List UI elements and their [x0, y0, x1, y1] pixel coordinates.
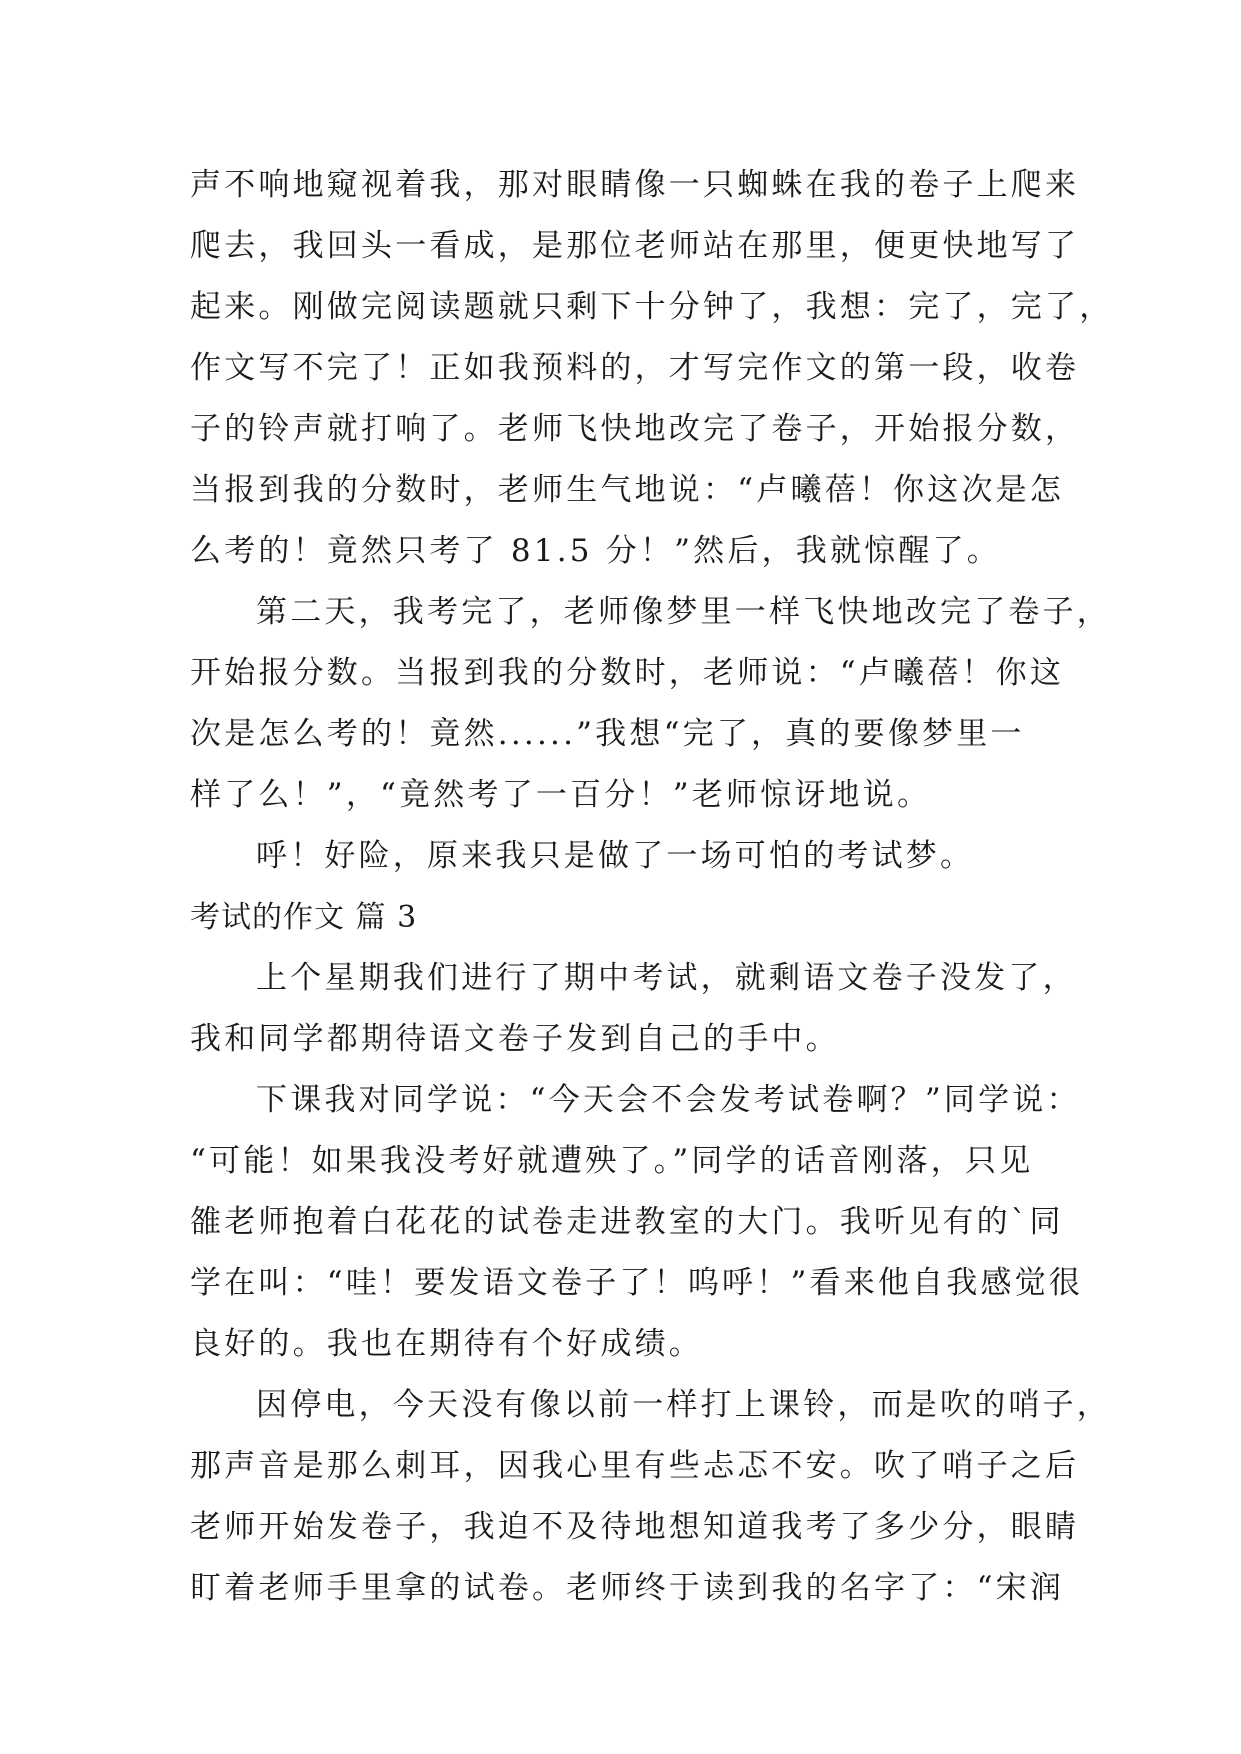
- document-body: [190, 155, 1114, 1619]
- text-line: 爬去，我回头一看成，是那位老师站在那里，便更快地写了: [190, 228, 1080, 264]
- text-line: 当报到我的分数时，老师生气地说：“卢曦蓓！你这次是怎: [190, 472, 1065, 508]
- paragraph-first-line: 呼！好险，原来我只是做了一场可怕的考试梦。: [256, 838, 975, 874]
- text-line: 盯着老师手里拿的试卷。老师终于读到我的名字了：“宋润: [190, 1570, 1065, 1606]
- paragraph-first-line: 上个星期我们进行了期中考试，就剩语文卷子没发了，: [256, 960, 1077, 996]
- text-line: 学在叫：“哇！要发语文卷子了！呜呼！”看来他自我感觉很: [190, 1265, 1084, 1301]
- paragraph-first-line: 下课我对同学说：“今天会不会发考试卷啊？”同学说：: [256, 1082, 1081, 1118]
- text-line: 那声音是那么刺耳，因我心里有些忐忑不安。吹了哨子之后: [190, 1448, 1080, 1484]
- text-line: 作文写不完了！正如我预料的，才写完作文的第一段，收卷: [190, 350, 1080, 386]
- text-line: 起来。刚做完阅读题就只剩下十分钟了，我想：完了，完了，: [190, 289, 1114, 325]
- text-line: 我和同学都期待语文卷子发到自己的手中。: [190, 1021, 840, 1057]
- text-line: 声不响地窥视着我，那对眼睛像一只蜘蛛在我的卷子上爬来: [190, 167, 1080, 203]
- text-line: “可能！如果我没考好就遭殃了。”同学的话音刚落，只见: [190, 1143, 1034, 1179]
- paragraph-first-line: 因停电，今天没有像以前一样打上课铃，而是吹的哨子，: [256, 1387, 1111, 1423]
- text-line: 样了么！”，“竟然考了一百分！”老师惊讶地说。: [190, 777, 932, 813]
- section-heading: 考试的作文 篇 3: [190, 900, 418, 935]
- text-line: 次是怎么考的！竟然......”我想“完了，真的要像梦里一: [190, 716, 1025, 752]
- text-line: 良好的。我也在期待有个好成绩。: [190, 1326, 703, 1362]
- text-line: 开始报分数。当报到我的分数时，老师说：“卢曦蓓！你这: [190, 655, 1065, 691]
- text-line: 么考的！竟然只考了 81.5 分！”然后，我就惊醒了。: [190, 533, 1001, 569]
- text-line: 雒老师抱着白花花的试卷走进教室的大门。我听见有的`同: [190, 1204, 1064, 1240]
- text-line: 子的铃声就打响了。老师飞快地改完了卷子，开始报分数，: [190, 411, 1080, 447]
- paragraph-first-line: 第二天，我考完了，老师像梦里一样飞快地改完了卷子，: [256, 594, 1111, 630]
- text-line: 老师开始发卷子，我迫不及待地想知道我考了多少分，眼睛: [190, 1509, 1080, 1545]
